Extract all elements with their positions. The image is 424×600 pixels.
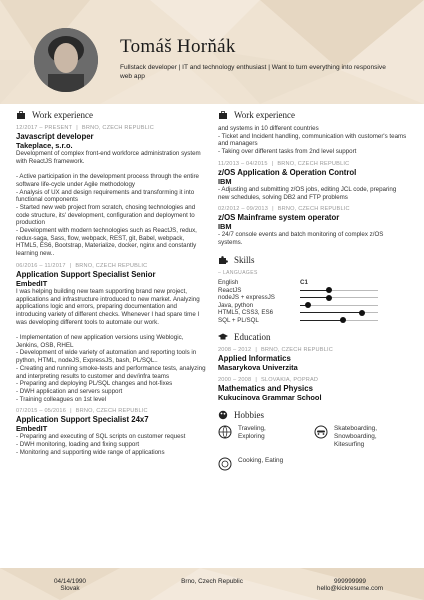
job-title: Javascript developer: [16, 132, 94, 141]
job-title: z/OS Mainframe system operator: [218, 213, 340, 223]
job-company: Takeplace, s.r.o.: [16, 141, 73, 150]
hobby-item: [314, 425, 410, 449]
resume-footer: [0, 568, 424, 600]
job-title: Application Support Specialist Senior: [16, 269, 156, 279]
job-company: IBM: [218, 222, 232, 232]
skill-level-fill: [300, 290, 329, 291]
skill-label: SQL + PL/SQL: [218, 316, 259, 324]
job-dates: 02/2012 – 09/2013: [218, 206, 269, 213]
email-link[interactable]: hello@kickresume.com: [316, 585, 384, 592]
section-title: Skills: [234, 254, 255, 265]
education-title: Mathematics and Physics: [218, 384, 313, 394]
job-description: and systems in 10 different countries - Ticket and Incident handling, communication with customer's teams and managers - Taking over different tasks from 2nd level support: [218, 125, 407, 156]
skill-level-marker: [340, 317, 346, 323]
skill-row: [218, 317, 408, 325]
skills-subtitle: – LANGUAGES: [218, 269, 258, 276]
education-location: BRNO, CZECH REPUBLIC: [260, 347, 334, 354]
job-description: - Adjusting and submitting z/OS jobs, editing JCL code, preparing new schedules, solving DB2 and FTP problems: [218, 185, 397, 201]
hobbies-heading: [218, 410, 408, 420]
skill-row: [218, 309, 408, 317]
job-location: BRNO, CZECH REPUBLIC: [81, 125, 154, 131]
job-meta: 11/2013 – 04/2015 | BRNO, CZECH REPUBLIC: [218, 160, 350, 167]
avatar: [34, 28, 98, 92]
section-title: Work experience: [234, 110, 295, 120]
skill-level-fill: [300, 320, 343, 321]
cooking-icon: [218, 457, 232, 471]
briefcase-icon: [16, 110, 26, 120]
skill-label: HTML5, CSS3, ES6: [218, 309, 274, 317]
job-company: EmbedIT: [16, 424, 48, 434]
job-title: Application Support Specialist 24x7: [16, 415, 149, 425]
skill-level-bar: [300, 312, 378, 313]
education-dates: 2000 – 2008: [218, 377, 252, 384]
work-experience-heading: [16, 110, 206, 120]
section-title: Work experience: [32, 110, 93, 120]
left-column: [16, 110, 206, 462]
hobby-label: Cooking, Eating: [238, 457, 284, 465]
hobby-item: [218, 457, 314, 471]
education-school: Kukucinova Grammar School: [218, 393, 322, 403]
skills-heading: [218, 255, 408, 265]
skill-level-marker: [305, 302, 311, 308]
skill-level-fill: [300, 312, 362, 313]
education-entry: [218, 377, 408, 402]
job-location: BRNO, CZECH REPUBLIC: [277, 160, 350, 167]
job-entry-continued: [218, 125, 408, 156]
skill-label: nodeJS + expressJS: [218, 294, 275, 302]
resume-tagline: Fullstack developer | IT and technology enthusiast | Want to turn everything into responsive web app: [120, 64, 386, 80]
job-dates: 11/2013 – 04/2015: [218, 160, 268, 167]
footer-personal: [50, 578, 90, 592]
skill-row: [218, 301, 408, 309]
section-title: Education: [234, 332, 271, 343]
graduation-cap-icon: [218, 332, 228, 342]
skill-label: ReactJS: [218, 286, 242, 294]
job-dates: 06/2016 – 11/2017: [16, 262, 66, 269]
resume-name: Tomáš Horňák: [120, 36, 236, 57]
skill-row: [218, 294, 408, 302]
hobby-item: [218, 425, 314, 449]
skill-level-marker: [326, 295, 332, 301]
nationality: Slovak: [60, 585, 80, 592]
skill-row: [218, 279, 408, 287]
skills-list: [218, 279, 408, 325]
job-company: EmbedIT: [16, 278, 48, 288]
skateboard-icon: [314, 425, 328, 439]
education-meta: 2008 – 2012 | BRNO, CZECH REPUBLIC: [218, 347, 334, 354]
job-location: BRNO, CZECH REPUBLIC: [277, 206, 350, 213]
job-meta: 07/2015 – 05/2016 | BRNO, CZECH REPUBLIC: [16, 408, 148, 415]
education-entry: [218, 347, 408, 372]
phone: 999999999: [334, 578, 366, 585]
skill-row: [218, 286, 408, 294]
job-description: - Preparing and executing of SQL scripts on customer request - DWH monitoring, loading and fixing support - Monitoring and supporting wide range of applications: [16, 433, 186, 456]
job-description: Development of complex front-end workforce administration system with ReactJS framework. - Active participation in the development process through the entire software life-cycle under Agile methodology - Analysis of UX and design requirements and transforming it into functional components - Started new web project from scratch, chosing technologies and code structure, its' development, configuration and deployment to production - Development with modern technologies such as ReactJS, redux, redux-saga, Sass, flow, webpack, REST, git, Babel, webpack, HTML5, ES6, Bootstrap, Materialize, docker, nginx and constantly learning new..: [16, 150, 201, 258]
education-heading: [218, 332, 408, 342]
job-entry: [16, 125, 206, 258]
skill-level-bar: [300, 297, 378, 298]
job-entry: [218, 161, 408, 201]
skill-level-marker: [359, 310, 365, 316]
address: Brno, Czech Republic: [181, 578, 243, 585]
job-dates: 12/2017 – PRESENT: [16, 125, 73, 131]
skill-label: Java, python: [218, 301, 254, 309]
job-description: - 24/7 console events and batch monitoring of complex z/OS systems.: [218, 231, 384, 246]
birthdate: 04/14/1990: [54, 578, 86, 585]
job-dates: 07/2015 – 05/2016: [16, 408, 67, 415]
skill-level-marker: [326, 287, 332, 293]
job-description: I was helping building new team supporting brand new project, applications and infrastructure introduced to new market. Analyzing applications logic and errors, preparing documentation and introducing variety of different checks. Whenever I had spare time I was developing different tools to automate our work. - Implementation of new application versions using Weblogic, Jenkins, OSB, RHEL - Development of wide variety of automation and reporting tools in python, HTML, nodeJS, ExpressJS, bash, PL/SQL.. - Creating and running smoke-tests and performance tests, analyzing and interpreting results to customer and dev/infra teams - Preparing and deploying PL/SQL changes and hot-fixes - DWH application and servers support - Training colleagues on 1st level: [16, 287, 206, 403]
footer-contact: [300, 578, 400, 592]
skill-level-fill: [300, 297, 329, 298]
puzzle-icon: [218, 255, 228, 265]
resume-header: [0, 0, 424, 104]
job-meta: 02/2012 – 09/2013 | BRNO, CZECH REPUBLIC: [218, 206, 350, 213]
job-meta: 06/2016 – 11/2017 | BRNO, CZECH REPUBLIC: [16, 262, 148, 269]
skill-level-bar: [300, 320, 378, 321]
skill-level-bar: [300, 290, 378, 291]
job-location: BRNO, CZECH REPUBLIC: [75, 408, 148, 415]
education-school: Masarykova Univerzita: [218, 363, 298, 373]
hobbies-list: [218, 425, 408, 471]
right-column: [218, 110, 408, 471]
job-entry: [16, 408, 206, 456]
hobby-label: Skateboarding, Snowboarding, Kitesurfing: [334, 425, 377, 449]
briefcase-icon: [218, 110, 228, 120]
education-meta: 2000 – 2008 | SLOVAKIA, POPRAD: [218, 377, 319, 384]
skill-level-text: C1: [300, 278, 308, 286]
job-title: z/OS Application & Operation Control: [218, 167, 357, 177]
job-entry: [218, 206, 408, 246]
job-entry: [16, 263, 206, 404]
skill-label: English: [218, 278, 239, 286]
skill-level-bar: [300, 305, 378, 306]
education-location: SLOVAKIA, POPRAD: [260, 377, 319, 384]
work-experience-heading: [218, 110, 408, 120]
job-location: BRNO, CZECH REPUBLIC: [75, 262, 148, 269]
education-dates: 2008 – 2012: [218, 347, 252, 354]
palette-icon: [218, 410, 228, 420]
profile-photo: [34, 28, 98, 92]
job-meta: 12/2017 – PRESENT | BRNO, CZECH REPUBLIC: [16, 125, 154, 131]
education-title: Applied Informatics: [218, 354, 291, 364]
section-title: Hobbies: [234, 410, 264, 421]
job-company: IBM: [218, 176, 232, 186]
hobby-label: Traveling, Exploring: [238, 425, 266, 441]
travel-icon: [218, 425, 232, 439]
